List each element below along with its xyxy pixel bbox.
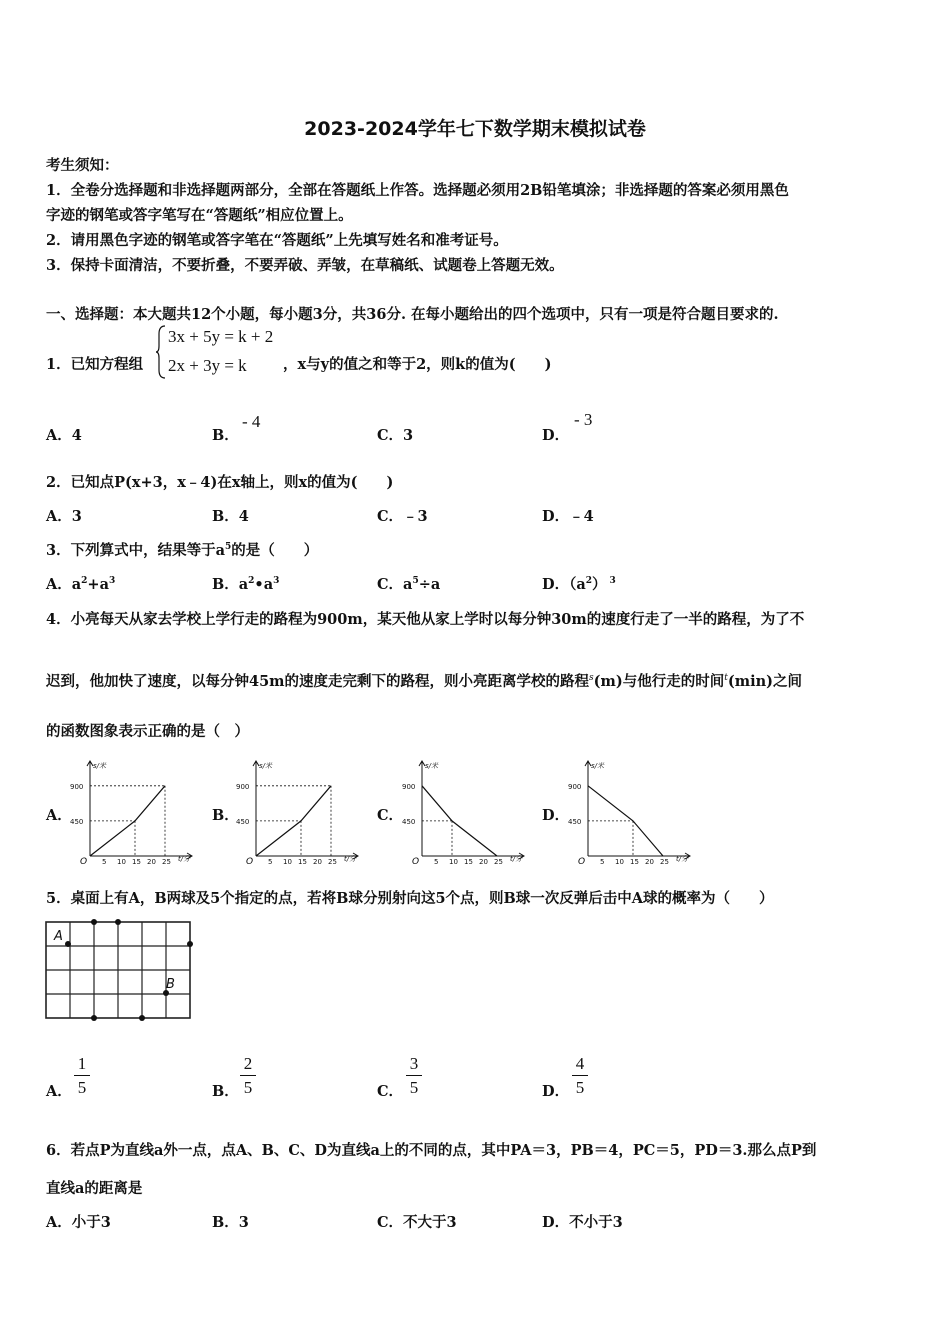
- q1-brace: [155, 324, 167, 380]
- q1-option-d-value: - 3: [574, 410, 593, 429]
- q1-equation-1: 3x + 5y = k + 2: [168, 327, 274, 346]
- x-tick-label: 5: [102, 858, 107, 866]
- graph-line: [422, 786, 497, 856]
- x-tick-label: 10: [117, 858, 126, 866]
- q5-option-a-fraction: $\frac{1}{5}$: [74, 1053, 90, 1100]
- q4-graph-d: [566, 758, 696, 868]
- x-tick-label: 20: [645, 858, 654, 866]
- y-tick-label: 450: [568, 817, 582, 826]
- q3-option-d[interactable]: D．$(a^2)$ $^3$: [542, 576, 616, 593]
- x-tick-label: 25: [494, 858, 503, 866]
- notice-line-1b: 字迹的钢笔或答字笔写在“答题纸”相应位置上。: [46, 207, 353, 224]
- x-unit-label: t/分: [178, 855, 191, 863]
- q3-option-b[interactable]: B．$a^2•a^3$: [212, 576, 280, 593]
- x-tick-label: 10: [615, 858, 624, 866]
- y-tick-label: 900: [236, 782, 250, 791]
- q1-option-b-value: - 4: [242, 412, 261, 431]
- y-unit-label: s/米: [93, 762, 107, 770]
- q4-line-1: 4．小亮每天从家去学校上学行走的路程为900m，某天他从家上学时以每分钟30m的速度行走了一半的路程，为了不: [46, 611, 805, 628]
- q1-option-b[interactable]: B．: [212, 427, 239, 444]
- origin-label: O: [412, 857, 420, 867]
- q2-option-d[interactable]: D．﹣4: [542, 508, 594, 525]
- q5-option-d-fraction: $\frac{4}{5}$: [572, 1053, 588, 1100]
- y-tick-label: 900: [70, 782, 84, 791]
- ball-a-icon: [65, 941, 71, 947]
- q6-line-1: 6．若点P为直线a外一点，点A、B、C、D为直线a上的不同的点，其中PA＝3，PB＝4，PC＝5，PD＝3.那么点P到: [46, 1142, 817, 1159]
- y-tick-label: 450: [70, 817, 84, 826]
- q1-option-d[interactable]: D．: [542, 427, 570, 444]
- y-unit-label: s/米: [259, 762, 273, 770]
- q5-option-b[interactable]: B．: [212, 1083, 239, 1100]
- q4-graph-c: [400, 758, 530, 868]
- q6-option-a[interactable]: A．小于3: [46, 1214, 111, 1231]
- x-tick-label: 5: [434, 858, 439, 866]
- x-tick-label: 20: [479, 858, 488, 866]
- x-tick-label: 5: [600, 858, 605, 866]
- x-tick-label: 15: [630, 858, 639, 866]
- origin-label: O: [80, 857, 88, 867]
- x-tick-label: 15: [298, 858, 307, 866]
- q5-option-d[interactable]: D．: [542, 1083, 570, 1100]
- section-heading: 一、选择题：本大题共12个小题，每小题3分，共36分. 在每小题给出的四个选项中，只有一项是符合题目要求的.: [46, 306, 779, 323]
- q1-prefix: 1．已知方程组: [46, 356, 144, 373]
- q6-option-b[interactable]: B．3: [212, 1214, 249, 1231]
- x-tick-label: 15: [464, 858, 473, 866]
- q1-suffix: ，x与y的值之和等于2，则k的值为( ): [283, 356, 552, 373]
- y-unit-label: s/米: [425, 762, 439, 770]
- y-tick-label: 450: [236, 817, 250, 826]
- notice-line-2: 2．请用黑色字迹的钢笔或答字笔在“答题纸”上先填写姓名和准考证号。: [46, 232, 508, 249]
- x-tick-label: 20: [313, 858, 322, 866]
- notice-line-1: 1．全卷分选择题和非选择题两部分，全部在答题纸上作答。选择题必须用2B铅笔填涂；非选择题的答案必须用黑色: [46, 182, 789, 199]
- x-tick-label: 10: [449, 858, 458, 866]
- origin-label: O: [578, 857, 586, 867]
- q5-option-c[interactable]: C．: [377, 1083, 404, 1100]
- q6-option-c[interactable]: C．不大于3: [377, 1214, 457, 1231]
- notice-heading: 考生须知：: [46, 157, 119, 174]
- x-tick-label: 25: [660, 858, 669, 866]
- q4-graph-a: [68, 758, 198, 868]
- q2-option-b[interactable]: B．4: [212, 508, 249, 525]
- q4-graph-b: [234, 758, 364, 868]
- y-tick-label: 900: [568, 782, 582, 791]
- ball-a-label: A: [54, 929, 63, 944]
- x-tick-label: 25: [328, 858, 337, 866]
- x-tick-label: 20: [147, 858, 156, 866]
- x-tick-label: 5: [268, 858, 273, 866]
- q4-option-a[interactable]: A．: [46, 807, 72, 824]
- q1-option-c[interactable]: C．3: [377, 427, 414, 444]
- y-tick-label: 450: [402, 817, 416, 826]
- q4-option-b[interactable]: B．: [212, 807, 239, 824]
- x-tick-label: 25: [162, 858, 171, 866]
- q5-option-b-fraction: $\frac{2}{5}$: [240, 1053, 256, 1100]
- q2-text: 2．已知点P(x+3，x﹣4)在x轴上，则x的值为( ): [46, 474, 394, 491]
- q4-line-3: 的函数图象表示正确的是（ ）: [46, 723, 249, 740]
- x-unit-label: t/分: [676, 855, 689, 863]
- q3-text: 3．下列算式中，结果等于$a^5$的是（ ）: [46, 542, 319, 559]
- q5-option-a[interactable]: A．: [46, 1083, 72, 1100]
- origin-label: O: [246, 857, 254, 867]
- x-tick-label: 15: [132, 858, 141, 866]
- q2-option-a[interactable]: A．3: [46, 508, 82, 525]
- x-tick-label: 10: [283, 858, 292, 866]
- notice-line-3: 3．保持卡面清洁，不要折叠，不要弄破、弄皱，在草稿纸、试题卷上答题无效。: [46, 257, 564, 274]
- q6-line-2: 直线a的距离是: [46, 1180, 143, 1197]
- q2-option-c[interactable]: C．﹣3: [377, 508, 428, 525]
- y-tick-label: 900: [402, 782, 416, 791]
- q4-line-2: 迟到，他加快了速度，以每分钟45m的速度走完剩下的路程，则小亮距离学校的路程$^s$(m)与他行走的时间$^t$(min)之间: [46, 673, 802, 690]
- q1-equation-2: 2x + 3y = k: [168, 356, 247, 375]
- q5-option-c-fraction: $\frac{3}{5}$: [406, 1053, 422, 1100]
- y-unit-label: s/米: [591, 762, 605, 770]
- q3-option-c[interactable]: C．$a^5\div a$: [377, 576, 441, 593]
- q5-billiard-grid: [44, 914, 200, 1024]
- q6-option-d[interactable]: D．不小于3: [542, 1214, 623, 1231]
- x-unit-label: t/分: [510, 855, 523, 863]
- q5-text: 5．桌面上有A，B两球及5个指定的点，若将B球分别射向这5个点，则B球一次反弹后击中A球的概率为（ ）: [46, 890, 774, 907]
- q4-option-c[interactable]: C．: [377, 807, 404, 824]
- q4-option-d[interactable]: D．: [542, 807, 570, 824]
- q3-option-a[interactable]: A．$a^2+a^3$: [46, 576, 116, 593]
- x-unit-label: t/分: [344, 855, 357, 863]
- ball-b-label: B: [166, 977, 175, 992]
- q1-option-a[interactable]: A．4: [46, 427, 82, 444]
- page-title: 2023-2024学年七下数学期末模拟试卷: [304, 118, 646, 140]
